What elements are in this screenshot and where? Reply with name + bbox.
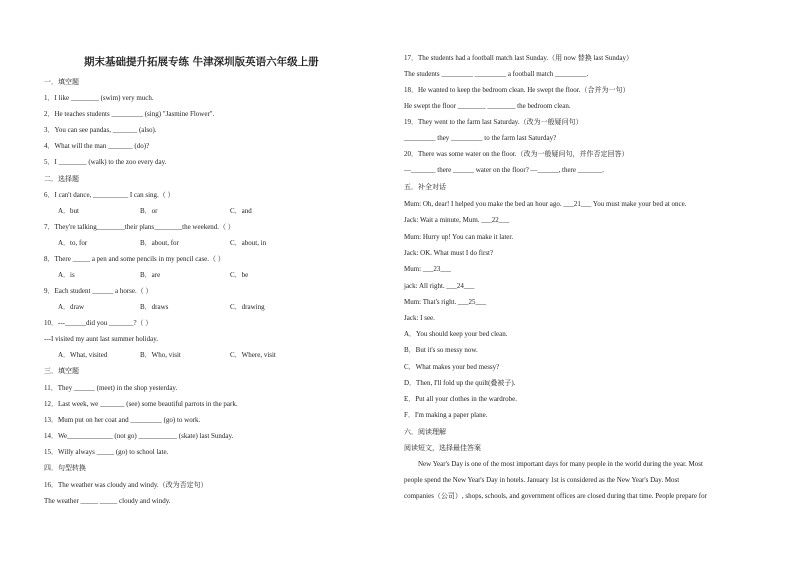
question-12: 12．Last week, we _______ (see) some beautiful parrots in the park. [44,400,238,408]
dialogue-line: Jack: Wait a minute, Mum. ___22___ [404,216,510,224]
option-b: B．Who, visit [140,351,181,359]
question-19-answer-line: _________ they _________ to the farm last Saturday? [404,134,557,142]
section-heading: 六．阅读理解 [404,428,446,436]
section-heading: 三．填空题 [44,367,79,375]
dialogue-line: jack: All right. ___24___ [404,282,475,290]
question-20-answer-line: —_______ there ______ water on the floor? —______, there _______. [404,166,605,174]
question-3: 3．You can see pandas, _______ (also). [44,126,157,134]
question-17-answer-line: The students _________ _________ a football match _________. [404,70,589,78]
question-10: 10．---______did you _______?（ ） [44,319,153,327]
question-1: 1．I like ________ (swim) very much. [44,94,154,102]
option-a: A．draw [58,303,85,311]
question-18-answer-line: He swept the floor ________ ________ the bedroom clean. [404,102,571,110]
dialogue-option-c: C．What makes your bed messy? [404,363,500,371]
question-17: 17．The students had a football match last Sunday.（用 now 替换 last Sunday） [404,54,633,62]
option-b: B．or [140,207,158,215]
section-heading: 二．选择题 [44,175,79,183]
question-11: 11．They ______ (meet) in the shop yesterday. [44,384,178,392]
reading-paragraph-line: people spend the New Year's Day in hotels. January 1st is considered as the New Year's Day. Most [404,476,680,484]
option-b: B．about, for [140,239,179,247]
dialogue-line: Mum: That's right. ___25___ [404,298,487,306]
option-c: C．and [230,207,252,215]
page-title: 期末基础提升拓展专练 牛津深圳版英语六年级上册 [84,56,319,68]
option-c: C．drawing [230,303,265,311]
dialogue-option-f: F．I'm making a paper plane. [404,411,488,419]
option-a: A．but [58,207,79,215]
dialogue-line: Mum: Oh, dear! I helped you make the bed an hour ago. ___21___ You must make your bed at once. [404,200,687,208]
question-16: 16．The weather was cloudy and windy.（改为否定句） [44,481,208,489]
question-16-answer-line: The weather _____ _____ cloudy and windy. [44,497,171,505]
question-9: 9．Each student ______ a horse.（ ） [44,287,153,295]
option-a: A．What, visited [58,351,108,359]
section-instruction: 阅读短文，选择最佳答案 [404,444,481,452]
option-a: A．is [58,271,75,279]
reading-paragraph-line: New Year's Day is one of the most important days for many people in the world during the year. Most [418,460,703,468]
reading-paragraph-line: companies（公司）, shops, schools, and government offices are closed during that time. People prepare for [404,492,707,500]
option-c: C．Where, visit [230,351,276,359]
option-a: A．to, for [58,239,88,247]
dialogue-line: Mum: ___23___ [404,265,451,273]
question-4: 4．What will the man _______ (do)? [44,142,150,150]
question-2: 2．He teaches students _________ (sing) "Jasmine Flower". [44,110,215,118]
option-c: C．be [230,271,249,279]
question-5: 5．I ________ (walk) to the zoo every day. [44,158,167,166]
question-8: 8．There _____ a pen and some pencils in my pencil case.（ ） [44,255,225,263]
question-15: 15．Willy always _____ (go) to school late. [44,448,169,456]
dialogue-line: Jack: I see. [404,314,435,322]
option-b: B．are [140,271,161,279]
section-heading: 一．填空题 [44,78,79,86]
dialogue-line: Mum: Hurry up! You can make it later. [404,233,514,241]
question-14: 14．We_____________ (not go) ___________ (skate) last Sunday. [44,432,234,440]
section-heading: 四．句型转换 [44,464,86,472]
question-20: 20．There was some water on the floor.（改为一般疑问句，并作否定回答） [404,150,629,158]
dialogue-option-b: B．But it's so messy now. [404,346,478,354]
dialogue-option-d: D．Then, I'll fold up the quilt(叠被子). [404,379,516,387]
dialogue-option-e: E．Put all your clothes in the wardrobe. [404,395,517,403]
question-18: 18．He wanted to keep the bedroom clean. He swept the floor.（合并为一句） [404,86,630,94]
question-7: 7．They're talking________their plans________the weekend.（ ） [44,223,235,231]
dialogue-option-a: A．You should keep your bed clean. [404,330,508,338]
question-19: 19．They went to the farm last Saturday.（改为一般疑问句） [404,118,583,126]
question-13: 13．Mum put on her coat and _________ (go) to work. [44,416,201,424]
dialogue-line: Jack: OK. What must I do first? [404,249,494,257]
question-10-answer: ---I visited my aunt last summer holiday. [44,335,159,343]
option-b: B．draws [140,303,169,311]
option-c: C．about, in [230,239,267,247]
section-heading: 五．补全对话 [404,183,446,191]
question-6: 6．I can't dance, __________ I can sing.（ ） [44,191,175,199]
